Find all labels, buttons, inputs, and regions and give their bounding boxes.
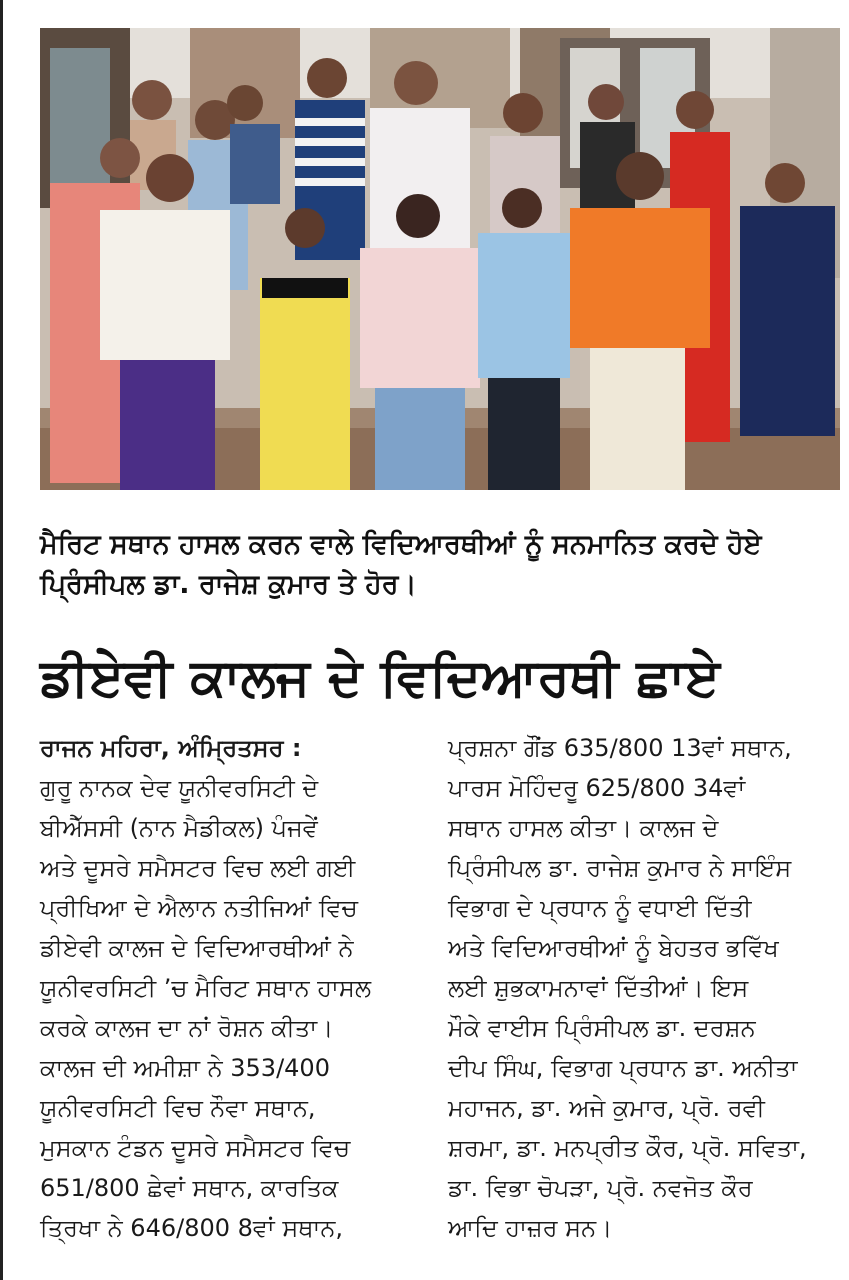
article-line: ਆਦਿ ਹਾਜ਼ਰ ਸਨ। <box>448 1214 613 1242</box>
article-line: ਮੌਕੇ ਵਾਈਸ ਪ੍ਰਿੰਸੀਪਲ ਡਾ. ਦਰਸ਼ਨ <box>448 1014 756 1042</box>
article-line: ਪ੍ਰਿੰਸੀਪਲ ਡਾ. ਰਾਜੇਸ਼ ਕੁਮਾਰ ਨੇ ਸਾਇੰਸ <box>448 854 792 882</box>
caption-line: ਮੈਰਿਟ ਸਥਾਨ ਹਾਸਲ ਕਰਨ ਵਾਲੇ ਵਿਦਿਆਰਥੀਆਂ ਨੂੰ ਸਨਮਾਨਿਤ ਕਰਦੇ ਹੋਏ <box>40 529 762 560</box>
article-line: ਅਤੇ ਦੂਸਰੇ ਸਮੈਸਟਰ ਵਿਚ ਲਈ ਗਈ <box>40 854 356 882</box>
article-column-right <box>448 728 838 1248</box>
article-line: ਡੀਏਵੀ ਕਾਲਜ ਦੇ ਵਿਦਿਆਰਥੀਆਂ ਨੇ <box>40 934 354 962</box>
article-line: ਮਹਾਜਨ, ਡਾ. ਅਜੇ ਕੁਮਾਰ, ਪ੍ਰੋ. ਰਵੀ <box>448 1094 765 1122</box>
headline: ਡੀਏਵੀ ਕਾਲਜ ਦੇ ਵਿਦਿਆਰਥੀ ਛਾਏ <box>40 648 720 708</box>
group-photo <box>40 28 840 490</box>
article-line: ਅਤੇ ਵਿਦਿਆਰਥੀਆਂ ਨੂੰ ਬੇਹਤਰ ਭਵਿੱਖ <box>448 934 779 962</box>
article-line: ਡਾ. ਵਿਭਾ ਚੋਪੜਾ, ਪ੍ਰੋ. ਨਵਜੋਤ ਕੌਰ <box>448 1174 753 1202</box>
article-line: ਯੂਨੀਵਰਸਿਟੀ ਵਿਚ ਨੌਵਾ ਸਥਾਨ, <box>40 1094 316 1122</box>
article-line: ਕਰਕੇ ਕਾਲਜ ਦਾ ਨਾਂ ਰੋਸ਼ਨ ਕੀਤਾ। <box>40 1014 334 1042</box>
caption-line: ਪ੍ਰਿੰਸੀਪਲ ਡਾ. ਰਾਜੇਸ਼ ਕੁਮਾਰ ਤੇ ਹੋਰ। <box>40 569 417 600</box>
article-line: ਲਈ ਸ਼ੁਭਕਾਮਨਾਵਾਂ ਦਿੱਤੀਆਂ। ਇਸ <box>448 974 749 1002</box>
page-edge-rule <box>0 0 3 1280</box>
photo-caption <box>40 525 840 605</box>
article-line: ਗੁਰੂ ਨਾਨਕ ਦੇਵ ਯੂਨੀਵਰਸਿਟੀ ਦੇ <box>40 774 319 802</box>
article-line: ਪਾਰਸ ਮੋਹਿੰਦਰੂ 625/800 34ਵਾਂ <box>448 774 746 802</box>
article-line: ਤ੍ਰਿਖਾ ਨੇ 646/800 8ਵਾਂ ਸਥਾਨ, <box>40 1214 344 1242</box>
article-line: ਦੀਪ ਸਿੰਘ, ਵਿਭਾਗ ਪ੍ਰਧਾਨ ਡਾ. ਅਨੀਤਾ <box>448 1054 798 1082</box>
article-column-left <box>40 728 435 1248</box>
article-line: ਪ੍ਰੀਖਿਆ ਦੇ ਐਲਾਨ ਨਤੀਜਿਆਂ ਵਿਚ <box>40 894 358 922</box>
article-line: ਸ਼ਰਮਾ, ਡਾ. ਮਨਪ੍ਰੀਤ ਕੌਰ, ਪ੍ਰੋ. ਸਵਿਤਾ, <box>448 1134 807 1162</box>
article-line: ਯੂਨੀਵਰਸਿਟੀ ’ਚ ਮੈਰਿਟ ਸਥਾਨ ਹਾਸਲ <box>40 974 372 1002</box>
article-line: 651/800 ਛੇਵਾਂ ਸਥਾਨ, ਕਾਰਤਿਕ <box>40 1174 339 1202</box>
article-line: ਬੀਐੱਸਸੀ (ਨਾਨ ਮੈਡੀਕਲ) ਪੰਜਵੇਂ <box>40 814 318 842</box>
article-line: ਸਥਾਨ ਹਾਸਲ ਕੀਤਾ। ਕਾਲਜ ਦੇ <box>448 814 719 842</box>
article-line: ਪ੍ਰਸ਼ਨਾ ਗੌਂਡ 635/800 13ਵਾਂ ਸਥਾਨ, <box>448 734 792 762</box>
article-line: ਕਾਲਜ ਦੀ ਅਮੀਸ਼ਾ ਨੇ 353/400 <box>40 1054 330 1082</box>
article-line: ਵਿਭਾਗ ਦੇ ਪ੍ਰਧਾਨ ਨੂੰ ਵਧਾਈ ਦਿੱਤੀ <box>448 894 752 922</box>
byline: ਰਾਜਨ ਮਹਿਰਾ, ਅੰਮ੍ਰਿਤਸਰ : <box>40 734 302 762</box>
article-line: ਮੁਸਕਾਨ ਟੰਡਨ ਦੂਸਰੇ ਸਮੈਸਟਰ ਵਿਚ <box>40 1134 351 1162</box>
